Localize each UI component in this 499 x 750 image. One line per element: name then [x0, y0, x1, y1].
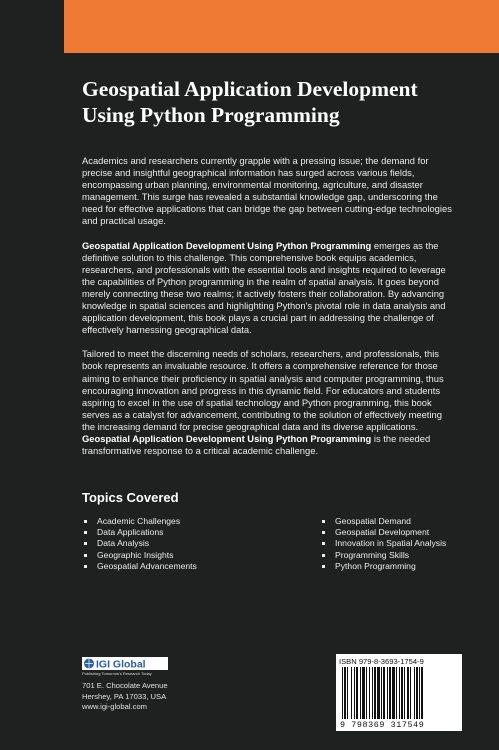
book-title: [82, 76, 462, 128]
description-paragraph-2-text: emerges as the definitive solution to this challenge. This comprehensive book equips academics, researchers, and professionals with the essential tools and insights required to leverage the capabilities of Python programming in the realm of spatial analysis. It goes beyond merely connecting these two realms; it actively fosters their collaboration. By advancing knowledge in spatial sciences and highlighting Python's pivotal role in data analysis and application development, this book plays a crucial part in addressing the challenge of effectively harnessing geographical data.: [82, 239, 446, 336]
topic-item: Data Applications: [82, 527, 197, 538]
topic-item: Innovation in Spatial Analysis: [320, 538, 446, 549]
orange-header-band: [64, 0, 499, 53]
isbn-label: ISBN 979-8-3693-1754-9: [339, 657, 424, 666]
description-paragraph-2-title: Geospatial Application Development Using Python Programming: [82, 239, 372, 251]
description-paragraph-1: Academics and researchers currently grapple with a pressing issue; the demand for precise and insightful geographical information has surged across various fields, encompassing urban planning, environmental monitoring, agriculture, and disaster management. This surge has revealed a substantial knowledge gap, underscoring the need for effective applications that can bridge the gap between cutting-edge technologies and practical usage.: [82, 155, 452, 227]
topic-item: Geospatial Development: [320, 527, 446, 538]
publisher-address: [82, 681, 168, 713]
topic-item: Academic Challenges: [82, 516, 197, 527]
logo-tagline: Publishing Tomorrow's Research Today: [82, 671, 152, 676]
description-paragraph-3: [82, 348, 454, 457]
igi-global-logo: [82, 657, 168, 676]
description-paragraph-3-title: Geospatial Application Development Using Python Programming: [82, 432, 372, 444]
topic-item: Geospatial Demand: [320, 516, 446, 527]
barcode-digits: 9 798369 317549: [340, 720, 425, 730]
address-line-1: 701 E. Chocolate Avenue: [82, 681, 168, 690]
address-line-2: Hershey, PA 17033, USA: [82, 691, 167, 701]
book-title-line-1: Geospatial Application Development: [82, 77, 418, 101]
description-paragraph-3-end: is the needed transformative response to a critical academic challenge.: [82, 432, 431, 457]
topics-heading: Topics Covered: [82, 490, 179, 505]
topic-item: Geographic Insights: [82, 550, 197, 561]
topic-item: Python Programming: [320, 561, 446, 572]
topic-item: Geospatial Advancements: [82, 561, 197, 572]
topic-item: Programming Skills: [320, 550, 446, 561]
book-title-line-2: Using Python Programming: [82, 103, 340, 127]
logo-wordmark: IGI Global: [96, 658, 146, 671]
isbn-barcode-box: [336, 654, 462, 731]
topics-list-left: [82, 516, 197, 572]
barcode: [340, 667, 458, 719]
topics-list-right: [320, 516, 446, 572]
publisher-website: www.igi-global.com: [82, 702, 147, 711]
book-description: [82, 155, 454, 469]
topic-item: Data Analysis: [82, 538, 197, 549]
description-paragraph-3-text: Tailored to meet the discerning needs of scholars, researchers, and professionals, this book represents an invaluable resource. It offers a comprehensive reference for those aiming to enhance their proficiency in spatial analysis and computer programming, thus encouraging innovation and progress in this dynamic field. For educators and students aspiring to excel in the use of spatial technology and Python programming, this book serves as a catalyst for advancement, contributing to the solution of effectively meeting the increasing demand for precise geographical data and its diverse applications.: [82, 348, 444, 432]
description-paragraph-2: [82, 240, 454, 337]
